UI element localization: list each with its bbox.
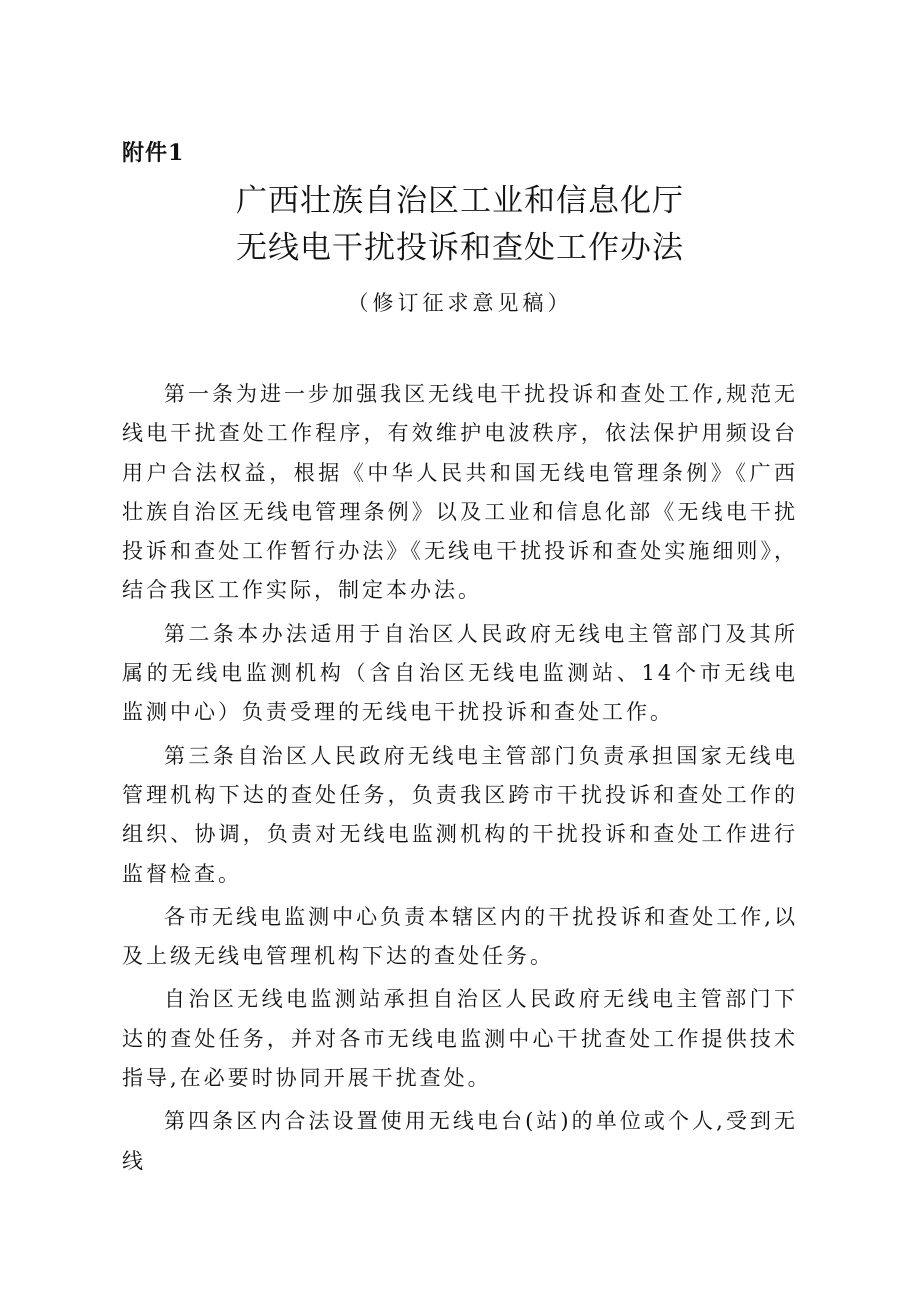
paragraph-article-1: 第一条为进一步加强我区无线电干扰投诉和查处工作,规范无线电干扰查处工作程序，有效维护电波秩序，依法保护用频设台用户合法权益，根据《中华人民共和国无线电管理条例》《广西壮族自治区无线电管理条例》以及工业和信息化部《无线电干扰投诉和查处工作暂行办法》《无线电干扰投诉和查处实施细则》，结合我区工作实际，制定本办法。 [122, 382, 798, 603]
paragraph-monitoring-station: 自治区无线电监测站承担自治区人民政府无线电主管部门下达的查处任务，并对各市无线电监测中心干扰查处工作提供技术指导,在必要时协同开展干扰查处。 [122, 987, 798, 1091]
document-subtitle: （修订征求意见稿） [347, 291, 573, 315]
paragraph-article-3: 第三条自治区人民政府无线电主管部门负责承担国家无线电管理机构下达的查处任务，负责我区跨市干扰投诉和查处工作的组织、协调，负责对无线电监测机构的干扰投诉和查处工作进行监督检查。 [122, 743, 798, 886]
document-title-line-1: 广西壮族自治区工业和信息化厅 [236, 183, 684, 219]
paragraph-article-4: 第四条区内合法设置使用无线电台(站)的单位或个人,受到无线 [122, 1109, 798, 1173]
document-title-line-2: 无线电干扰投诉和查处工作办法 [236, 230, 684, 266]
document-body [122, 375, 798, 1185]
paragraph-city-centers: 各市无线电监测中心负责本辖区内的干扰投诉和查处工作,以及上级无线电管理机构下达的查处任务。 [122, 904, 798, 969]
attachment-label: 附件1 [122, 140, 185, 166]
paragraph-article-2: 第二条本办法适用于自治区人民政府无线电主管部门及其所属的无线电监测机构（含自治区无线电监测站、14个市无线电监测中心）负责受理的无线电干扰投诉和查处工作。 [122, 621, 798, 725]
